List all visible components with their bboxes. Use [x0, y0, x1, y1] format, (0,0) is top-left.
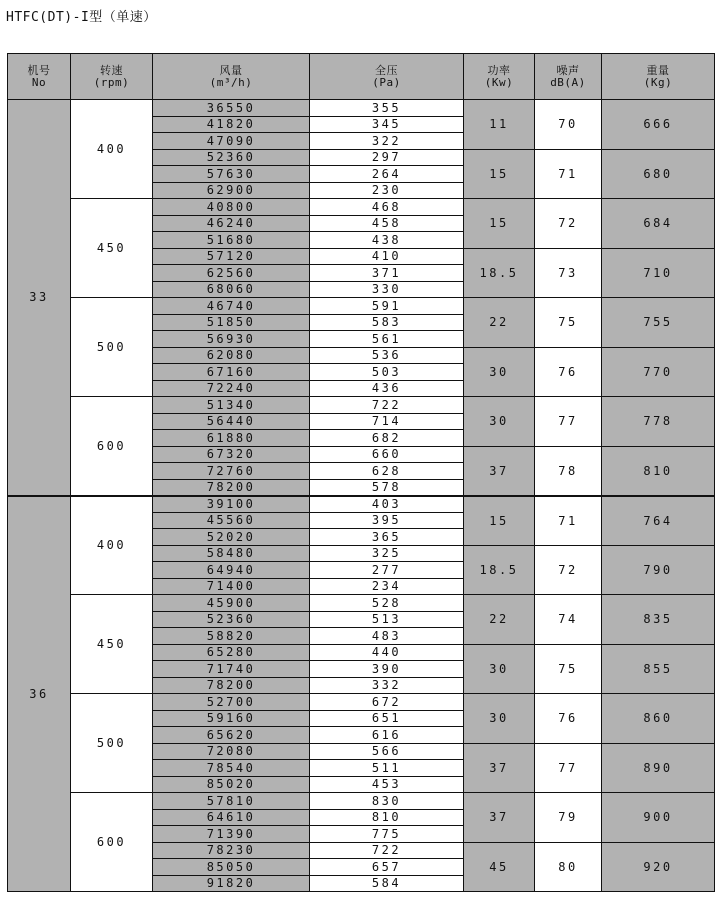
airflow-cell: 41820	[153, 116, 310, 133]
pressure-cell: 714	[310, 413, 464, 430]
pressure-cell: 436	[310, 380, 464, 397]
noise-cell: 77	[535, 743, 602, 793]
airflow-cell: 47090	[153, 133, 310, 150]
airflow-cell: 45560	[153, 512, 310, 529]
airflow-cell: 46240	[153, 215, 310, 232]
pressure-cell: 513	[310, 611, 464, 628]
pressure-cell: 468	[310, 199, 464, 216]
weight-cell: 764	[602, 496, 715, 546]
pressure-cell: 410	[310, 248, 464, 265]
power-cell: 30	[464, 694, 535, 744]
airflow-cell: 52360	[153, 611, 310, 628]
airflow-cell: 57120	[153, 248, 310, 265]
pressure-cell: 591	[310, 298, 464, 315]
pressure-cell: 297	[310, 149, 464, 166]
pressure-cell: 332	[310, 677, 464, 694]
airflow-cell: 59160	[153, 710, 310, 727]
speed-cell: 400	[71, 496, 153, 595]
weight-cell: 770	[602, 347, 715, 397]
pressure-cell: 583	[310, 314, 464, 331]
speed-cell: 450	[71, 199, 153, 298]
pressure-cell: 483	[310, 628, 464, 645]
airflow-cell: 72240	[153, 380, 310, 397]
pressure-cell: 345	[310, 116, 464, 133]
noise-cell: 80	[535, 842, 602, 892]
header-power: 功率 (Kw)	[464, 54, 535, 100]
pressure-cell: 578	[310, 479, 464, 496]
speed-cell: 600	[71, 793, 153, 892]
pressure-cell: 325	[310, 545, 464, 562]
pressure-cell: 390	[310, 661, 464, 678]
header-model-no: 机号 No	[8, 54, 71, 100]
noise-cell: 72	[535, 199, 602, 249]
table-row	[8, 694, 715, 711]
weight-cell: 710	[602, 248, 715, 298]
pressure-cell: 395	[310, 512, 464, 529]
airflow-cell: 56930	[153, 331, 310, 348]
table-row	[8, 199, 715, 216]
weight-cell: 778	[602, 397, 715, 447]
header-noise: 噪声 dB(A)	[535, 54, 602, 100]
weight-cell: 790	[602, 545, 715, 595]
weight-cell: 666	[602, 100, 715, 150]
table-row	[8, 100, 715, 117]
pressure-cell: 830	[310, 793, 464, 810]
noise-cell: 75	[535, 298, 602, 348]
weight-cell: 755	[602, 298, 715, 348]
airflow-cell: 58480	[153, 545, 310, 562]
document-title: HTFC(DT)-I型（单速）	[6, 10, 157, 25]
header-row	[8, 54, 715, 100]
airflow-cell: 52700	[153, 694, 310, 711]
airflow-cell: 71390	[153, 826, 310, 843]
pressure-cell: 810	[310, 809, 464, 826]
airflow-cell: 40800	[153, 199, 310, 216]
airflow-cell: 91820	[153, 875, 310, 892]
pressure-cell: 277	[310, 562, 464, 579]
noise-cell: 77	[535, 397, 602, 447]
airflow-cell: 72760	[153, 463, 310, 480]
airflow-cell: 51340	[153, 397, 310, 414]
airflow-cell: 65280	[153, 644, 310, 661]
speed-cell: 500	[71, 298, 153, 397]
pressure-cell: 682	[310, 430, 464, 447]
airflow-cell: 57810	[153, 793, 310, 810]
weight-cell: 835	[602, 595, 715, 645]
pressure-cell: 330	[310, 281, 464, 298]
noise-cell: 76	[535, 694, 602, 744]
pressure-cell: 403	[310, 496, 464, 513]
power-cell: 37	[464, 743, 535, 793]
weight-cell: 680	[602, 149, 715, 199]
airflow-cell: 71400	[153, 578, 310, 595]
table-row	[8, 397, 715, 414]
weight-cell: 855	[602, 644, 715, 694]
pressure-cell: 584	[310, 875, 464, 892]
noise-cell: 75	[535, 644, 602, 694]
airflow-cell: 51680	[153, 232, 310, 249]
table-row	[8, 298, 715, 315]
airflow-cell: 61880	[153, 430, 310, 447]
pressure-cell: 264	[310, 166, 464, 183]
weight-cell: 890	[602, 743, 715, 793]
speed-cell: 450	[71, 595, 153, 694]
weight-cell: 810	[602, 446, 715, 496]
airflow-cell: 52360	[153, 149, 310, 166]
airflow-cell: 67320	[153, 446, 310, 463]
pressure-cell: 371	[310, 265, 464, 282]
power-cell: 15	[464, 149, 535, 199]
airflow-cell: 65620	[153, 727, 310, 744]
airflow-cell: 36550	[153, 100, 310, 117]
pressure-cell: 440	[310, 644, 464, 661]
airflow-cell: 62560	[153, 265, 310, 282]
airflow-cell: 71740	[153, 661, 310, 678]
noise-cell: 79	[535, 793, 602, 843]
noise-cell: 78	[535, 446, 602, 496]
airflow-cell: 62900	[153, 182, 310, 199]
speed-cell: 400	[71, 100, 153, 199]
noise-cell: 70	[535, 100, 602, 150]
airflow-cell: 67160	[153, 364, 310, 381]
airflow-cell: 78230	[153, 842, 310, 859]
pressure-cell: 322	[310, 133, 464, 150]
table-row	[8, 793, 715, 810]
power-cell: 15	[464, 496, 535, 546]
airflow-cell: 57630	[153, 166, 310, 183]
airflow-cell: 85020	[153, 776, 310, 793]
power-cell: 45	[464, 842, 535, 892]
airflow-cell: 78200	[153, 677, 310, 694]
airflow-cell: 85050	[153, 859, 310, 876]
pressure-cell: 566	[310, 743, 464, 760]
pressure-cell: 536	[310, 347, 464, 364]
power-cell: 18.5	[464, 545, 535, 595]
airflow-cell: 68060	[153, 281, 310, 298]
weight-cell: 860	[602, 694, 715, 744]
airflow-cell: 52020	[153, 529, 310, 546]
fan-spec-table	[7, 53, 715, 892]
pressure-cell: 657	[310, 859, 464, 876]
airflow-cell: 58820	[153, 628, 310, 645]
model-no-cell: 36	[8, 496, 71, 892]
airflow-cell: 64940	[153, 562, 310, 579]
pressure-cell: 365	[310, 529, 464, 546]
power-cell: 37	[464, 446, 535, 496]
weight-cell: 920	[602, 842, 715, 892]
header-weight: 重量 (Kg)	[602, 54, 715, 100]
airflow-cell: 39100	[153, 496, 310, 513]
table-row	[8, 496, 715, 513]
table-row	[8, 595, 715, 612]
noise-cell: 72	[535, 545, 602, 595]
pressure-cell: 616	[310, 727, 464, 744]
noise-cell: 73	[535, 248, 602, 298]
airflow-cell: 46740	[153, 298, 310, 315]
power-cell: 11	[464, 100, 535, 150]
airflow-cell: 78200	[153, 479, 310, 496]
noise-cell: 71	[535, 496, 602, 546]
pressure-cell: 438	[310, 232, 464, 249]
noise-cell: 76	[535, 347, 602, 397]
airflow-cell: 64610	[153, 809, 310, 826]
pressure-cell: 528	[310, 595, 464, 612]
pressure-cell: 672	[310, 694, 464, 711]
power-cell: 37	[464, 793, 535, 843]
weight-cell: 684	[602, 199, 715, 249]
header-speed: 转速 (rpm)	[71, 54, 153, 100]
pressure-cell: 503	[310, 364, 464, 381]
pressure-cell: 511	[310, 760, 464, 777]
airflow-cell: 62080	[153, 347, 310, 364]
noise-cell: 71	[535, 149, 602, 199]
airflow-cell: 78540	[153, 760, 310, 777]
power-cell: 22	[464, 298, 535, 348]
header-pressure: 全压 (Pa)	[310, 54, 464, 100]
pressure-cell: 651	[310, 710, 464, 727]
speed-cell: 500	[71, 694, 153, 793]
airflow-cell: 72080	[153, 743, 310, 760]
model-no-cell: 33	[8, 100, 71, 496]
pressure-cell: 458	[310, 215, 464, 232]
power-cell: 30	[464, 644, 535, 694]
pressure-cell: 355	[310, 100, 464, 117]
power-cell: 15	[464, 199, 535, 249]
pressure-cell: 628	[310, 463, 464, 480]
pressure-cell: 453	[310, 776, 464, 793]
pressure-cell: 722	[310, 397, 464, 414]
header-airflow: 风量 (m³/h)	[153, 54, 310, 100]
weight-cell: 900	[602, 793, 715, 843]
pressure-cell: 230	[310, 182, 464, 199]
pressure-cell: 234	[310, 578, 464, 595]
pressure-cell: 775	[310, 826, 464, 843]
power-cell: 18.5	[464, 248, 535, 298]
pressure-cell: 660	[310, 446, 464, 463]
pressure-cell: 722	[310, 842, 464, 859]
airflow-cell: 45900	[153, 595, 310, 612]
airflow-cell: 56440	[153, 413, 310, 430]
airflow-cell: 51850	[153, 314, 310, 331]
pressure-cell: 561	[310, 331, 464, 348]
power-cell: 30	[464, 347, 535, 397]
noise-cell: 74	[535, 595, 602, 645]
speed-cell: 600	[71, 397, 153, 496]
power-cell: 30	[464, 397, 535, 447]
power-cell: 22	[464, 595, 535, 645]
